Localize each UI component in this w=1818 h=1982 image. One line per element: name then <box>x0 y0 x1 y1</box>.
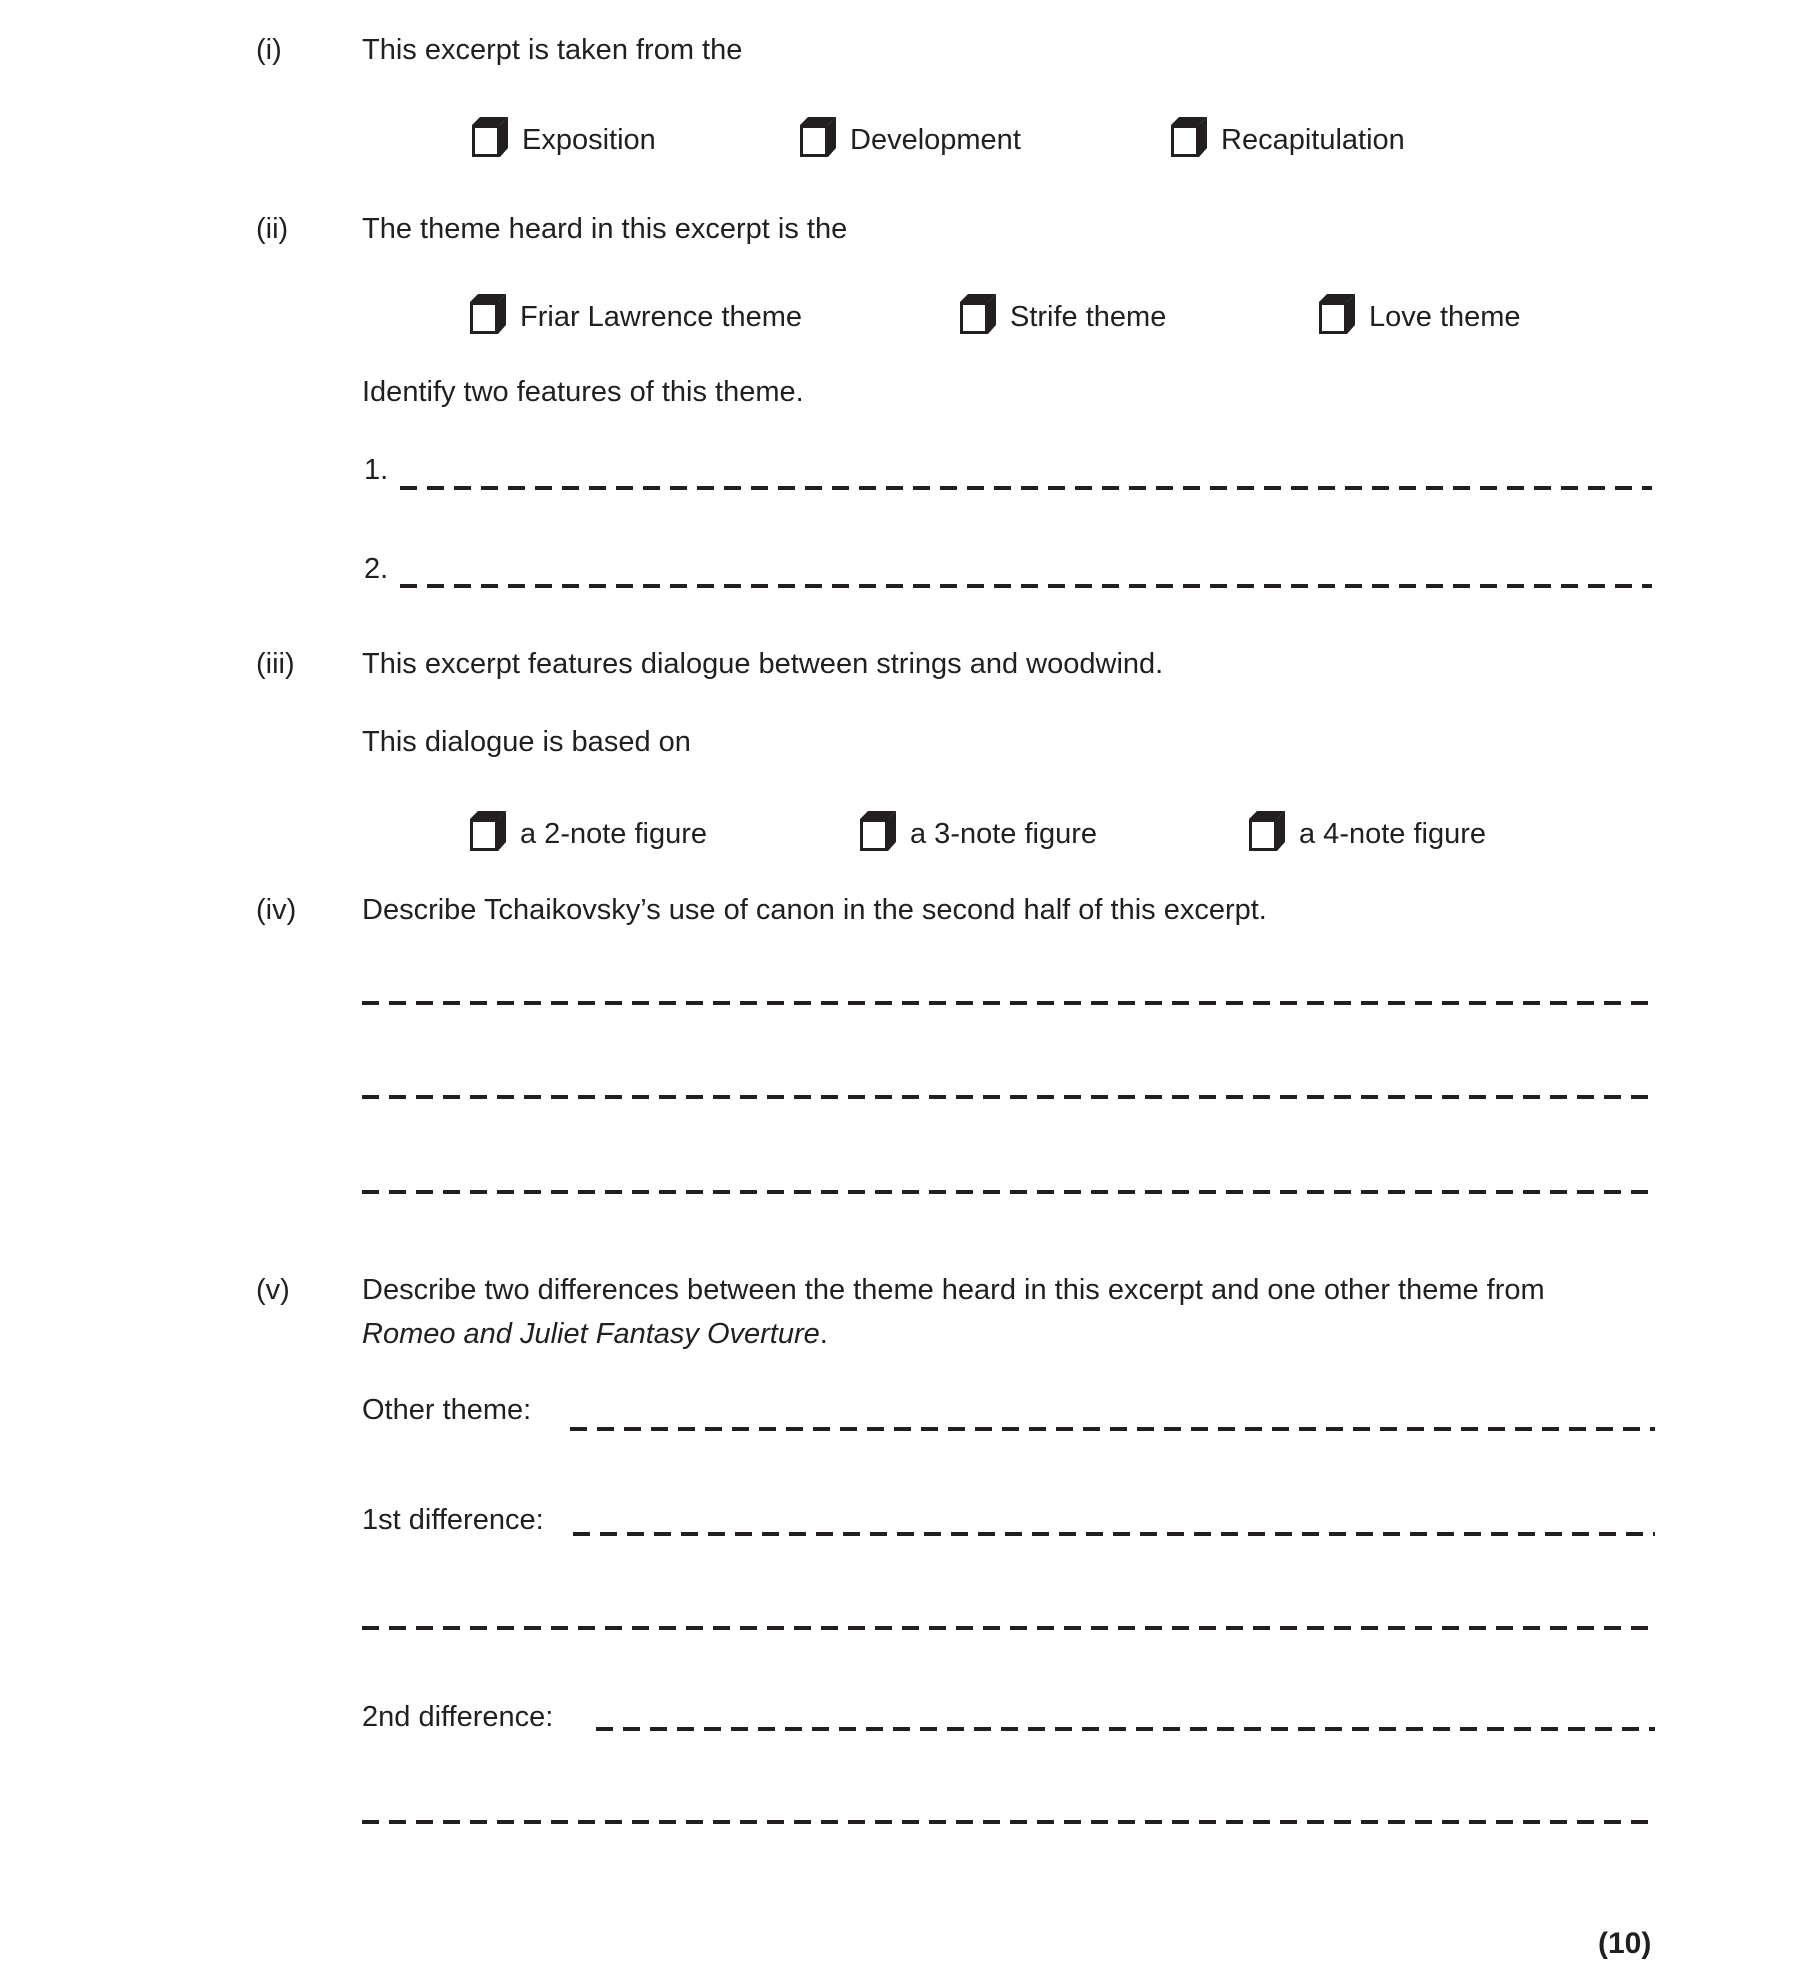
checkbox-icon[interactable] <box>471 116 509 157</box>
option-label: a 4-note figure <box>1299 818 1487 850</box>
option-2-note-figure[interactable] <box>469 810 707 851</box>
option-label: a 3-note figure <box>910 818 1098 850</box>
checkbox-icon[interactable] <box>1318 293 1356 334</box>
option-label: a 2-note figure <box>520 818 708 850</box>
question-i-prompt: This excerpt is taken from the <box>362 34 743 66</box>
answer-line-other-theme[interactable] <box>570 1427 1655 1431</box>
other-theme-label: Other theme: <box>362 1394 532 1426</box>
option-love-theme[interactable] <box>1318 293 1521 334</box>
question-iii-number: (iii) <box>256 648 295 680</box>
question-iii-subprompt: This dialogue is based on <box>362 726 691 758</box>
answer-line-2nd-difference-cont[interactable] <box>362 1820 1655 1824</box>
option-strife-theme[interactable] <box>959 293 1166 334</box>
work-title-period: . <box>819 1318 828 1350</box>
answer-number: 2. <box>364 553 389 585</box>
checkbox-icon[interactable] <box>859 810 897 851</box>
option-exposition[interactable] <box>471 116 656 157</box>
answer-line-2nd-difference[interactable] <box>596 1727 1655 1731</box>
checkbox-icon[interactable] <box>469 810 507 851</box>
answer-line-feature-2[interactable] <box>400 584 1652 588</box>
option-label: Exposition <box>522 124 656 156</box>
answer-line-1st-difference[interactable] <box>573 1532 1655 1536</box>
checkbox-icon[interactable] <box>959 293 997 334</box>
question-v-prompt-line1: Describe two differences between the theme heard in this excerpt and one other theme from <box>362 1274 1545 1306</box>
answer-line-canon-1[interactable] <box>362 1001 1655 1005</box>
first-difference-label: 1st difference: <box>362 1504 544 1536</box>
question-iv-prompt: Describe Tchaikovsky’s use of canon in the second half of this excerpt. <box>362 894 1267 926</box>
option-label: Friar Lawrence theme <box>520 301 803 333</box>
checkbox-icon[interactable] <box>1248 810 1286 851</box>
answer-number: 1. <box>364 454 389 486</box>
question-ii-subprompt: Identify two features of this theme. <box>362 376 804 408</box>
question-ii-number: (ii) <box>256 213 289 245</box>
option-label: Strife theme <box>1010 301 1167 333</box>
question-iii-prompt: This excerpt features dialogue between strings and woodwind. <box>362 648 1164 680</box>
work-title: Romeo and Juliet Fantasy Overture <box>362 1318 820 1350</box>
marks-badge: (10) <box>1598 1927 1652 1960</box>
question-v-number: (v) <box>256 1274 290 1306</box>
option-development[interactable] <box>799 116 1021 157</box>
answer-line-feature-1[interactable] <box>400 486 1652 490</box>
second-difference-label: 2nd difference: <box>362 1701 554 1733</box>
option-label: Development <box>850 124 1021 156</box>
question-i-number: (i) <box>256 34 282 66</box>
answer-line-canon-2[interactable] <box>362 1095 1655 1099</box>
option-recapitulation[interactable] <box>1170 116 1405 157</box>
answer-line-1st-difference-cont[interactable] <box>362 1626 1655 1630</box>
question-v-prompt-line2 <box>362 1316 828 1352</box>
checkbox-icon[interactable] <box>469 293 507 334</box>
option-4-note-figure[interactable] <box>1248 810 1486 851</box>
option-3-note-figure[interactable] <box>859 810 1097 851</box>
checkbox-icon[interactable] <box>1170 116 1208 157</box>
option-friar-lawrence-theme[interactable] <box>469 293 802 334</box>
question-iv-number: (iv) <box>256 894 297 926</box>
checkbox-icon[interactable] <box>799 116 837 157</box>
answer-line-canon-3[interactable] <box>362 1190 1655 1194</box>
option-label: Recapitulation <box>1221 124 1405 156</box>
question-ii-prompt: The theme heard in this excerpt is the <box>362 213 848 245</box>
option-label: Love theme <box>1369 301 1521 333</box>
